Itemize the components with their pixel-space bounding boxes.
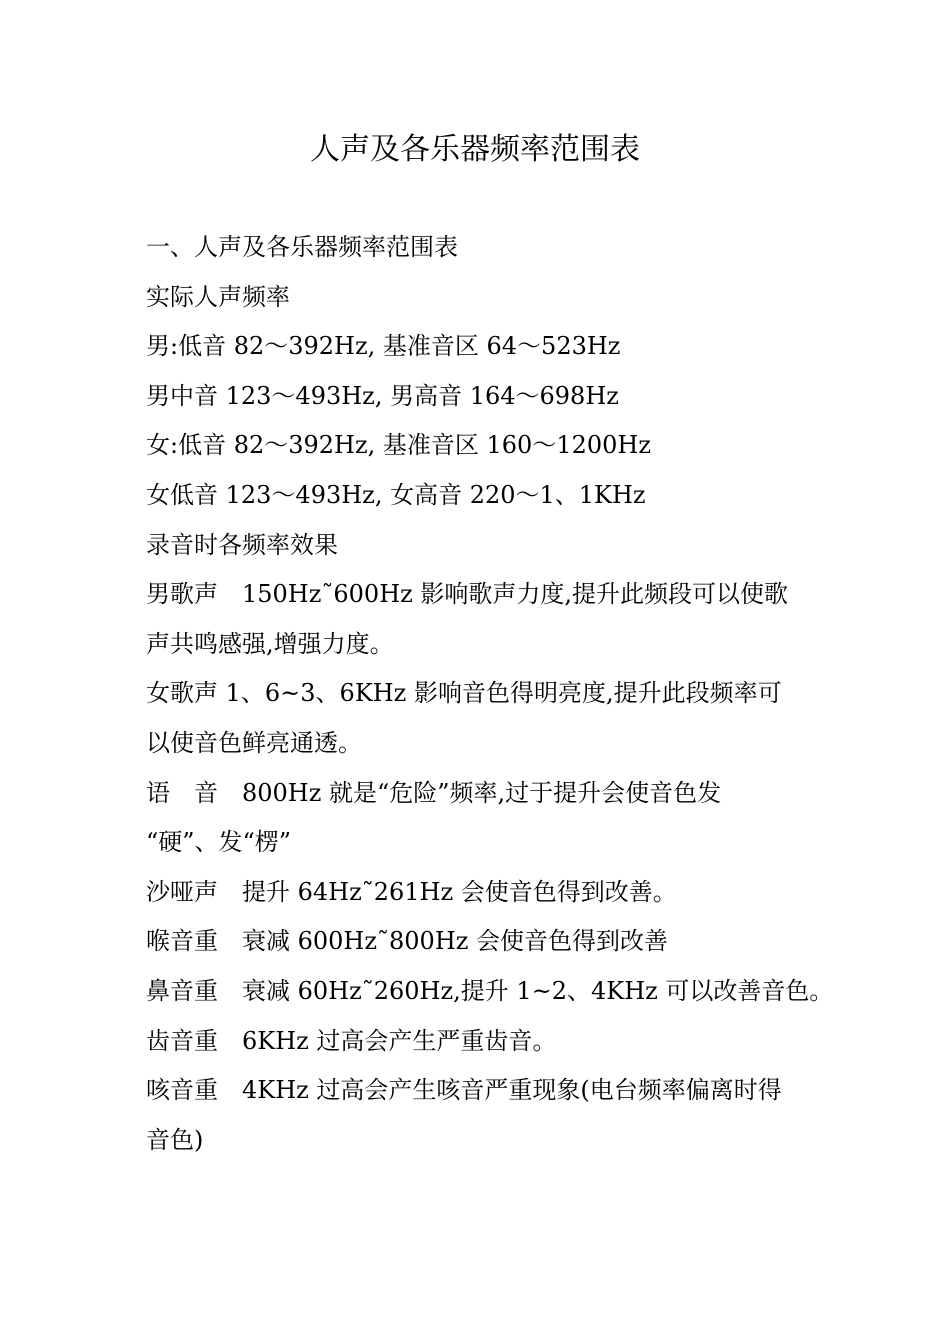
text-line: 女:低音 82～392Hz, 基准音区 160～1200Hz: [146, 431, 651, 460]
text-line: “硬”、发“楞”: [146, 828, 292, 857]
text-line: 男中音 123～493Hz, 男高音 164～698Hz: [146, 381, 619, 410]
document-body: [146, 223, 834, 1165]
subheading-human-voice-frequency: 实际人声频率: [146, 282, 290, 311]
document-title: 人声及各乐器频率范围表: [310, 132, 640, 167]
text-line: 齿音重 6KHz 过高会产生严重齿音。: [146, 1026, 557, 1055]
text-line: 语 音 800Hz 就是“危险”频率,过于提升会使音色发: [146, 778, 722, 807]
subheading-recording-effects: 录音时各频率效果: [146, 530, 338, 559]
text-line: 声共鸣感强,增强力度。: [146, 629, 394, 658]
text-line: 喉音重 衰减 600Hz˜800Hz 会使音色得到改善: [146, 927, 669, 956]
text-line: 女低音 123～493Hz, 女高音 220～1、1KHz: [146, 480, 646, 509]
text-line: 鼻音重 衰减 60Hz˜260Hz,提升 1~2、4KHz 可以改善音色。: [146, 976, 834, 1005]
section-heading: 一、人声及各乐器频率范围表: [146, 233, 458, 261]
text-line: 以使音色鲜亮通透。: [146, 728, 362, 757]
text-line: 沙哑声 提升 64Hz˜261Hz 会使音色得到改善。: [146, 877, 677, 906]
text-line: 男歌声 150Hz˜600Hz 影响歌声力度,提升此频段可以使歌: [146, 580, 789, 609]
text-line: 音色): [146, 1125, 204, 1154]
text-line: 女歌声 1、6~3、6KHz 影响音色得明亮度,提升此段频率可: [146, 679, 782, 708]
text-line: 男:低音 82～392Hz, 基准音区 64～523Hz: [146, 332, 621, 361]
text-line: 咳音重 4KHz 过高会产生咳音严重现象(电台频率偏离时得: [146, 1076, 782, 1105]
